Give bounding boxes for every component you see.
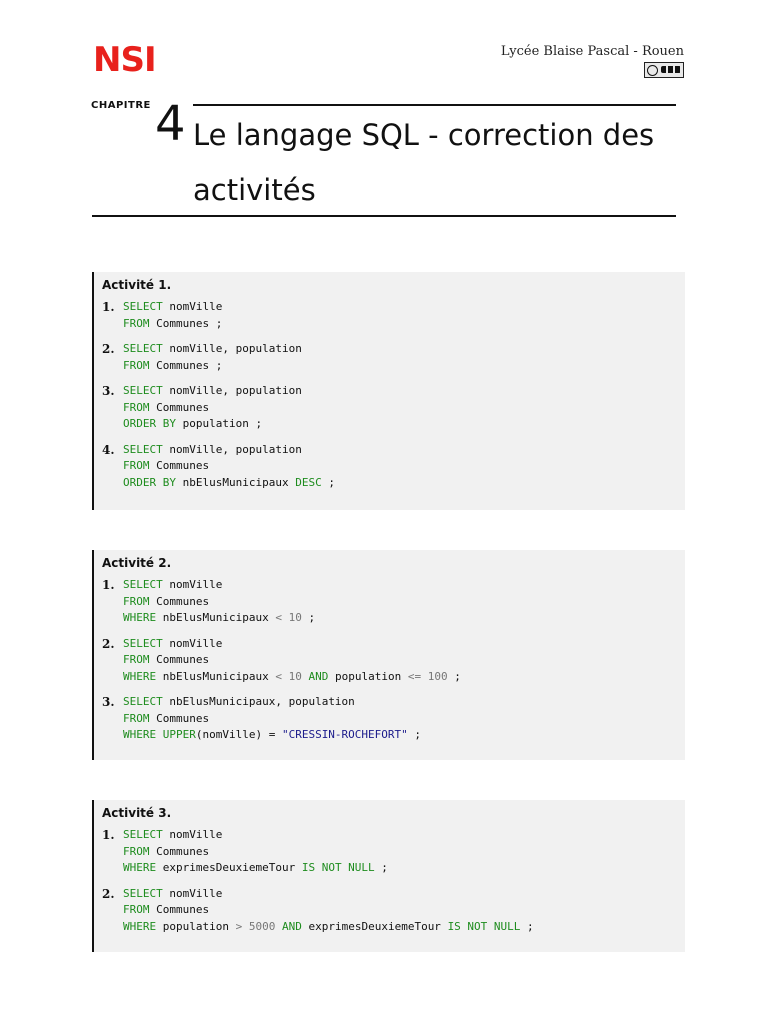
- sql-code-line: [123, 860, 685, 877]
- list-item: [102, 299, 685, 332]
- sql-code-line: [123, 383, 685, 400]
- sql-keyword: SELECT: [123, 636, 163, 650]
- sql-string: "CRESSIN-ROCHEFORT": [281, 728, 408, 741]
- list-item: [102, 886, 685, 936]
- sql-code-line: [123, 636, 685, 653]
- sql-text: nomVille, population: [162, 342, 302, 355]
- item-number: 4.: [102, 442, 115, 457]
- sql-text: nbElusMunicipaux: [156, 611, 276, 624]
- sql-text: population: [156, 919, 236, 933]
- chapter-number: 4: [155, 96, 186, 152]
- sql-text: nomVille, population: [162, 384, 302, 397]
- sql-text: ;: [321, 475, 335, 489]
- school-name: Lycée Blaise Pascal - Rouen: [500, 44, 684, 59]
- sql-operator: >: [235, 919, 243, 933]
- sql-text: [242, 920, 249, 933]
- item-number: 3.: [102, 695, 115, 709]
- sql-operator: <=: [407, 669, 422, 683]
- sql-keyword: AND: [308, 669, 329, 683]
- sql-code-line: [123, 458, 685, 475]
- sql-code-line: [123, 919, 685, 936]
- sql-code-line: [123, 442, 685, 459]
- page-header: [501, 44, 684, 83]
- sql-keyword: WHERE: [123, 919, 157, 933]
- sql-number: 5000: [248, 919, 276, 933]
- sql-keyword: FROM: [123, 594, 150, 608]
- sql-text: nomVille: [162, 636, 223, 650]
- list-item: [102, 636, 685, 686]
- sql-code-line: [123, 594, 685, 611]
- sql-text: exprimesDeuxiemeTour: [301, 919, 448, 933]
- sql-text: Communes ;: [149, 358, 223, 372]
- sql-text: nomVille: [162, 300, 223, 313]
- sql-keyword: FROM: [123, 459, 150, 472]
- sql-text: exprimesDeuxiemeTour: [156, 861, 302, 874]
- sql-code-line: [123, 694, 685, 711]
- sql-keyword: SELECT: [123, 442, 163, 456]
- sql-keyword: ORDER BY: [123, 475, 176, 489]
- creative-commons-icon: [644, 62, 684, 78]
- sql-code-line: [123, 577, 685, 594]
- sql-text: Communes: [149, 711, 210, 725]
- sql-keyword: WHERE: [123, 861, 157, 874]
- list-item: [102, 442, 685, 492]
- sql-operator: <: [275, 669, 282, 683]
- sql-text: nbElusMunicipaux: [175, 475, 296, 489]
- list-item: [102, 694, 685, 744]
- sql-keyword: FROM: [123, 358, 150, 372]
- sql-text: Communes: [149, 903, 210, 916]
- sql-keyword: FROM: [123, 903, 150, 916]
- sql-number: 10: [288, 669, 302, 683]
- sql-keyword: FROM: [123, 316, 150, 330]
- item-number: 2.: [102, 636, 115, 651]
- sql-text: [421, 670, 428, 683]
- sql-code-line: [123, 475, 685, 492]
- activity-title: Activité 2.: [102, 556, 172, 570]
- sql-keyword: SELECT: [123, 300, 163, 313]
- sql-keyword: SELECT: [123, 695, 163, 708]
- title-rule-bottom: [92, 215, 676, 217]
- item-number: 1.: [102, 300, 115, 314]
- sql-text: ;: [374, 861, 388, 874]
- nsi-logo: NSI: [93, 40, 156, 80]
- sql-text: population: [328, 669, 408, 683]
- sql-keyword: AND: [281, 919, 302, 933]
- activity-box: [92, 272, 685, 510]
- sql-text: [282, 670, 289, 683]
- sql-keyword: FROM: [123, 844, 150, 858]
- sql-text: population ;: [175, 417, 263, 430]
- sql-text: ;: [407, 728, 422, 741]
- sql-code-line: [123, 669, 685, 686]
- sql-keyword: WHERE: [123, 611, 157, 624]
- sql-code-line: [123, 358, 685, 375]
- sql-keyword: SELECT: [123, 384, 163, 397]
- sql-text: Communes: [149, 459, 210, 472]
- sql-text: ;: [301, 611, 316, 624]
- sql-code-line: [123, 827, 685, 844]
- sql-text: nbElusMunicipaux, population: [162, 695, 355, 708]
- title-rule-top: [193, 104, 676, 106]
- sql-text: nbElusMunicipaux: [156, 669, 276, 683]
- sql-number: 100: [427, 669, 448, 683]
- sql-text: [275, 920, 282, 933]
- sql-text: nomVille: [162, 828, 223, 841]
- list-item: [102, 383, 685, 433]
- sql-code-line: [123, 416, 685, 433]
- sql-text: nomVille: [162, 886, 223, 900]
- sql-keyword: DESC: [295, 475, 322, 489]
- sql-code-line: [123, 652, 685, 669]
- sql-text: Communes: [149, 844, 210, 858]
- item-number: 2.: [102, 342, 115, 356]
- sql-keyword: SELECT: [123, 578, 163, 591]
- activity-box: [92, 550, 685, 760]
- sql-keyword: FROM: [123, 711, 150, 725]
- sql-text: Communes: [149, 594, 210, 608]
- chapter-label: CHAPITRE: [91, 100, 151, 111]
- sql-text: [282, 611, 289, 624]
- item-number: 1.: [102, 828, 115, 842]
- activity-title: Activité 1.: [102, 278, 172, 292]
- sql-keyword: FROM: [123, 400, 150, 414]
- sql-text: (nomVille) =: [195, 728, 282, 741]
- sql-keyword: WHERE: [123, 669, 157, 683]
- sql-text: Communes: [149, 400, 210, 414]
- chapter-title: Le langage SQL - correction des activités: [193, 118, 655, 207]
- sql-code-line: [123, 610, 685, 627]
- sql-keyword: IS NOT NULL: [301, 861, 375, 874]
- sql-keyword: SELECT: [123, 828, 163, 841]
- sql-code-line: [123, 299, 685, 316]
- item-number: 1.: [102, 578, 115, 592]
- list-item: [102, 577, 685, 627]
- sql-operator: <: [275, 611, 282, 624]
- sql-text: Communes ;: [149, 316, 223, 330]
- sql-text: Communes: [149, 653, 210, 666]
- sql-keyword: IS NOT NULL: [447, 919, 521, 933]
- sql-number: 10: [288, 611, 302, 624]
- sql-code-line: [123, 316, 685, 333]
- sql-keyword: FROM: [123, 653, 150, 666]
- sql-text: ;: [520, 919, 534, 933]
- sql-code-line: [123, 400, 685, 417]
- activity-box: [92, 800, 685, 952]
- sql-code-line: [123, 886, 685, 903]
- sql-keyword: SELECT: [123, 886, 163, 900]
- sql-keyword: SELECT: [123, 342, 163, 355]
- sql-code-line: [123, 844, 685, 861]
- item-number: 2.: [102, 886, 115, 901]
- sql-keyword: ORDER BY: [123, 417, 176, 430]
- sql-code-line: [123, 902, 685, 919]
- sql-text: nomVille: [162, 578, 223, 591]
- activity-title: Activité 3.: [102, 806, 172, 820]
- sql-code-line: [123, 727, 685, 744]
- sql-code-line: [123, 341, 685, 358]
- sql-text: nomVille, population: [162, 442, 302, 456]
- sql-text: ;: [447, 669, 461, 683]
- list-item: [102, 341, 685, 374]
- item-number: 3.: [102, 384, 115, 398]
- sql-keyword: WHERE UPPER: [123, 728, 196, 741]
- sql-code-line: [123, 711, 685, 728]
- list-item: [102, 827, 685, 877]
